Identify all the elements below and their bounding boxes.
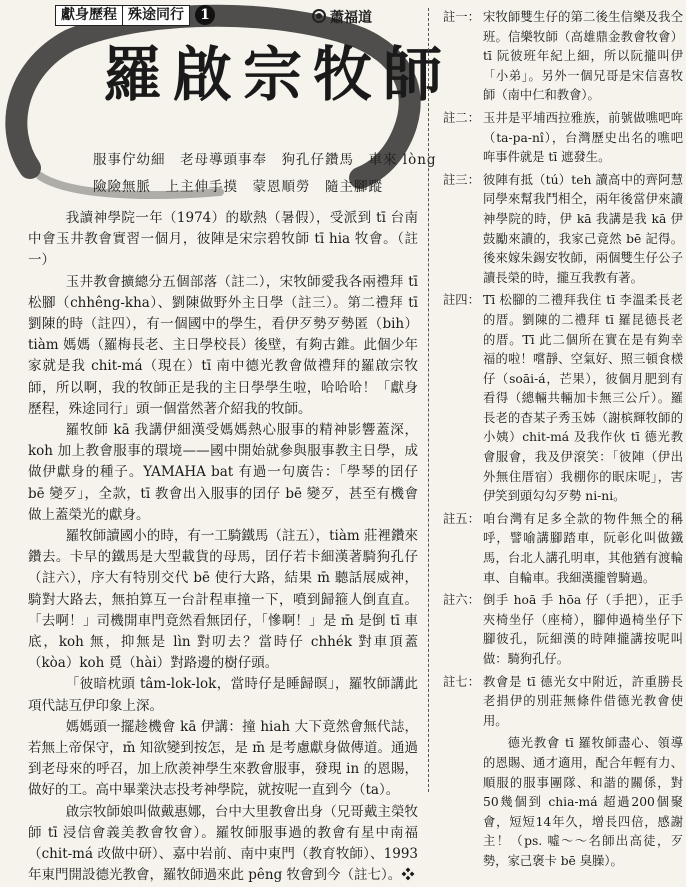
- footnote-text: 宋牧師雙生仔的第二後生信樂及我仝班。信樂牧師（高雄鼎金教會牧會）tī 阮彼班年紀上細，所以阮攏叫伊「小弟」。另外一個兄哥是宋信喜牧師（南中仁和教會）。: [483, 10, 683, 103]
- body-paragraph: 我讀神學院一年（1974）的歇熱（暑假），受派到 tī 台南中會玉井教會實習一個月，彼陣是宋宗碧牧師 tī hia 牧會。（註一）: [28, 210, 418, 269]
- author-byline: [312, 7, 372, 27]
- footnote-continuation: [443, 734, 683, 871]
- article-title: 羅啟宗牧師: [103, 40, 454, 109]
- footnote: [443, 291, 683, 507]
- footnote-label: 註五：: [443, 511, 480, 526]
- footnote-text: 倒手 hoā 手 hōa 仔（手把），正手夾椅坐仔（座椅），腳伸過椅坐仔下腳彼孔，阮細漢的時陣攏講按呢叫做：騎狗孔仔。: [483, 593, 683, 666]
- footnote-text: 咱台灣有足多全款的物件無仝的稱呼，譬喻講腳踏車，阮彰化叫做鐵馬，台北人講孔明車，其他猶有渡輪車、自輪車。我細漢攏曾騎過。: [483, 511, 683, 585]
- column-name-primary: 獻身歷程: [55, 5, 123, 26]
- footnote: [443, 510, 683, 588]
- footnote: [443, 8, 683, 106]
- footnotes-column: [443, 8, 683, 875]
- footnote-label: 註六：: [443, 593, 480, 608]
- body-paragraph: 羅牧師 kā 我講伊細漢受媽媽熱心服事的精神影響蓋深，koh 加上教會服事的環境——國中開始就參與服事教主日學，成做伊獻身的種子。YAMAHA bat 有過一句廣告：「學琴的囝仔 bē 變歹」，全款，tī 教會出入服事的囝仔 bē 變歹，甚至有機會做上蓋榮光的獻身。: [28, 422, 418, 523]
- column-header: [55, 4, 215, 26]
- body-paragraph: 啟宗牧師娘叫做戴惠娜，台中大里教會出身（兄哥戴主榮牧師 tī 浸信會義美教會牧會）。羅牧師服事過的教會有星中南福（chit-má 改做中研）、嘉中岩前、南中東門（教育牧師）、1993年東門開設德光教會，羅牧師過來此 pêng 牧會到今（註七）。❖: [28, 803, 418, 884]
- column-name-secondary: 殊途同行: [123, 5, 190, 26]
- footnote-label: 註四：: [443, 293, 480, 308]
- footnote: [443, 171, 683, 289]
- footnote-label: 註一：: [443, 10, 480, 24]
- body-paragraph: 玉井教會擴總分五個部落（註二），宋牧師愛我各兩禮拜 tī 松腳（chhêng-kha）、劉陳做野外主日學（註三）。第二禮拜 tī 劉陳的時（註四），有一個國中的學生，看伊歹勢歹勢匿（bih）tiàm 媽媽（羅梅長老、主日學校長）後壁，有夠古錐。此個少年家就是我 chit-má（現在）tī 南中德光教會做禮拜的羅啟宗牧師，所以啊，我的牧師正是我的主日學學生啦，哈哈哈！「獻身歷程，殊途同行」頭一個當然著介紹我的牧師。: [28, 273, 418, 417]
- poem-line-2: 險險無脈 上主伸手摸 蒙恩順勞 隨主腳蹤: [93, 179, 383, 195]
- body-paragraph: 「彼暗枕頭 tâm-lok-lok，當時仔是睡歸暝」，羅牧師講此項代誌互伊印象上深。: [28, 676, 418, 714]
- footnote: [443, 109, 683, 168]
- body-paragraph: 媽媽頭一擺趁機會 kā 伊講：撞 hiah 大下竟然會無代誌，若無上帝保守，m̄ 知欲變到按怎，是 m̄ 是考慮獻身做傳道。通過到老母來的呼召，加上欣羨神學生來教會服事，發現 in 的恩賜，做好的工。高中畢業決志投考神學院，就按呢一直到今（ta）。: [28, 718, 418, 799]
- footnote-label: 註三：: [443, 172, 480, 187]
- body-paragraph: 羅牧師讀國小的時，有一工騎鐵馬（註五），tiàm 莊裡鑽來鑽去。卡早的鐵馬是大型載貨的母馬，囝仔若卡細漢著騎狗孔仔（註六），序大有特別交代 bē 使行大路，結果 m̄ 聽話展威神，騎對大路去，無拍算互一台計程車撞一下，噴到歸箍人倒直直。「去啊！」司機開車門竟然看無囝仔，「慘啊！」是 m̄ 是倒 tī 車底，koh 無，抑無是 lìn 對叨去？當時仔 chhék 對車頂蓋（kòa）koh 覓（hài）對路邊的樹仔頭。: [28, 528, 418, 672]
- footnote-text: Tī 松腳的二禮拜我住 tī 李溫柔長老的厝。劉陳的二禮拜 tī 羅昆德長老的厝。Tī 此二個所在實在是有夠幸福的啦！嚐靜、空氣好、照三頓食檨仔（soāi-á，芒果），彼個月肥到有看得（總輛共輛加卡無三公斤）。羅長老的杳某子秀玉姊（謝槟輝牧師的小姨）chit-má 及我作伙 tī 德光教會服會，我及伊滾笑：「彼陣（伊出外無住厝宿）我棚你的眠床呢」，害伊笑到頭勾勾歹勢 ni-ni。: [483, 293, 683, 504]
- footnote-text: 彼陣有抵（tú）teh 讀高中的齊阿慧同學來幫我鬥相仝，兩年後當伊來讀神學院的時，伊 kā 我講是我 kā 伊鼓勵來讀的，我家己竟然 bē 記得。後來嫁朱錫安牧師，兩個雙生仔公子讀長榮的時，攏互我教有著。: [483, 172, 683, 285]
- article-body: [28, 208, 418, 887]
- footnote: [443, 591, 683, 669]
- footnote-label: 註二：: [443, 110, 480, 125]
- column-divider: [428, 8, 429, 792]
- bullseye-icon: [312, 9, 326, 23]
- author-name: 蕭福道: [330, 10, 372, 26]
- footnote-text: 玉井是平埔西拉雅族，前號做噍吧哖（ta-pa-nî），台灣歷史出名的噍吧哖事件就是 tī 遮發生。: [483, 110, 683, 165]
- poem-line-1: 服事佇幼細 老母導頭事奉 狗孔仔鑽馬 車來 lòng: [93, 152, 437, 168]
- footnote-text: 教會是 tī 德光女中附近，許重勝長老捐伊的別莊無條件借德光教會使用。: [483, 674, 683, 728]
- footnote-label: 註七：: [443, 674, 480, 689]
- footnote: [443, 673, 683, 732]
- issue-number-badge: 1: [195, 5, 215, 25]
- closing-note: 德光教會 tī 羅牧師盡心、領導的恩賜、通才適用，配合年輕有力、順服的服事團隊、和諧的關係，對50幾個到 chia-má 超過200個聚會，短短14年久，增長四倍，感謝主！（ps. 噓～～名師出高徒，歹勢，家己褒卡 bē 臭臊）。: [483, 736, 683, 868]
